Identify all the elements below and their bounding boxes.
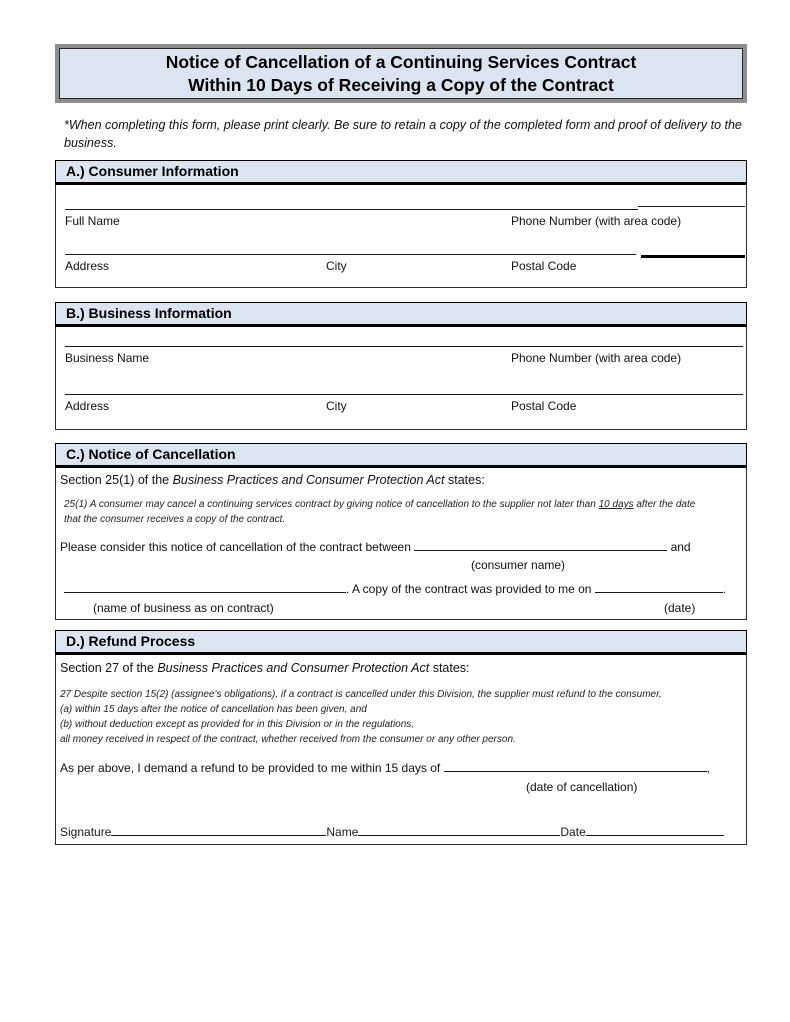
section-b-body	[55, 327, 747, 430]
demand-suffix: ,	[706, 761, 710, 775]
act-name-d: Business Practices and Consumer Protection Act	[157, 661, 430, 675]
section-25-intro-suffix: states:	[447, 473, 485, 487]
section-25-intro	[60, 473, 485, 487]
provided-sentence: . A copy of the contract was provided to me on	[346, 582, 592, 596]
section-a-body	[55, 185, 747, 288]
section-a-heading: A.) Consumer Information	[66, 163, 239, 179]
consumer-postal-code-label: Postal Code	[511, 259, 577, 273]
signature-input-line[interactable]	[111, 823, 326, 836]
date-caption: (date)	[664, 601, 696, 615]
excerpt-10-days: 10 days	[598, 499, 634, 510]
signature-label: Signature	[60, 825, 112, 839]
section-25-intro-prefix: Section 25(1) of the	[60, 473, 170, 487]
section-a-header	[55, 160, 747, 185]
contract-provided-line	[64, 580, 726, 596]
section-d-heading: D.) Refund Process	[66, 633, 196, 649]
business-name-input-line[interactable]	[64, 580, 346, 593]
signature-row	[60, 823, 724, 839]
section-27-intro-prefix: Section 27 of the	[60, 661, 154, 675]
date-label: Date	[560, 825, 586, 839]
section-c-heading: C.) Notice of Cancellation	[66, 446, 236, 462]
section-25-excerpt-line2: that the consumer receives a copy of the contract.	[64, 514, 286, 525]
consumer-address-line[interactable]	[65, 254, 636, 255]
section-27-excerpt	[60, 687, 744, 747]
section-c-header	[55, 443, 747, 468]
excerpt-line1-before: 25(1) A consumer may cancel a continuing services contract by giving notice of cancellation to the supplier not later than	[64, 499, 596, 510]
consumer-name-input-line[interactable]	[414, 538, 667, 551]
consumer-phone-line[interactable]	[638, 206, 745, 207]
excerpt-line1-after: after the date	[636, 499, 696, 510]
demand-prefix: As per above, I demand a refund to be provided to me within 15 days of	[60, 761, 441, 775]
section-d-body	[55, 655, 747, 845]
business-city-label: City	[326, 399, 347, 413]
request-suffix: and	[670, 540, 691, 554]
form-title-box	[59, 48, 743, 99]
section-d-header	[55, 630, 747, 655]
business-phone-label: Phone Number (with area code)	[511, 351, 682, 365]
name-label: Name	[326, 825, 359, 839]
business-name-label: Business Name	[65, 351, 150, 365]
consumer-phone-label: Phone Number (with area code)	[511, 214, 682, 228]
form-title-line1: Notice of Cancellation of a Continuing Services Contract	[165, 52, 637, 72]
business-address-line[interactable]	[65, 394, 743, 395]
section-25-excerpt-line1	[64, 497, 744, 512]
name-input-line[interactable]	[358, 823, 560, 836]
section-c-body	[55, 468, 747, 620]
business-postal-code-label: Postal Code	[511, 399, 577, 413]
section-27-excerpt-line3: (b) without deduction except as provided for in this Division or in the regulations,	[60, 719, 415, 730]
business-name-caption: (name of business as on contract)	[93, 601, 274, 615]
consumer-postal-code-line[interactable]	[641, 255, 745, 258]
consumer-name-caption: (consumer name)	[471, 558, 566, 572]
consumer-address-label: Address	[65, 259, 110, 273]
date-input-line[interactable]	[586, 823, 724, 836]
act-name-c: Business Practices and Consumer Protection Act	[172, 473, 445, 487]
consumer-city-label: City	[326, 259, 347, 273]
intro-note: *When completing this form, please print clearly. Be sure to retain a copy of the completed form and proof of delivery to the business.	[64, 118, 742, 150]
business-address-label: Address	[65, 399, 110, 413]
refund-demand-line	[60, 759, 710, 775]
section-27-excerpt-line2: (a) within 15 days after the notice of cancellation has been given, and	[60, 704, 367, 715]
provided-period: .	[722, 582, 727, 596]
section-b-heading: B.) Business Information	[66, 305, 232, 321]
section-27-intro	[60, 661, 470, 675]
full-name-label: Full Name	[65, 214, 120, 228]
request-prefix: Please consider this notice of cancellation of the contract between	[60, 540, 411, 554]
business-name-line[interactable]	[65, 346, 743, 347]
section-27-intro-suffix: states:	[432, 661, 470, 675]
cancellation-date-caption: (date of cancellation)	[526, 780, 638, 794]
provided-date-input-line[interactable]	[595, 580, 723, 593]
consumer-full-name-line[interactable]	[65, 209, 638, 210]
form-title-line2: Within 10 Days of Receiving a Copy of the Contract	[188, 75, 614, 95]
section-25-excerpt	[64, 497, 744, 527]
section-27-excerpt-line1: 27 Despite section 15(2) (assignee's obligations), if a contract is cancelled under this Division, the supplier must refund to the consumer,	[60, 689, 662, 700]
cancellation-request-line	[60, 538, 691, 554]
section-b-header	[55, 302, 747, 327]
cancellation-date-input-line[interactable]	[444, 759, 707, 772]
section-27-excerpt-line4: all money received in respect of the contract, whether received from the consumer or any other person.	[60, 734, 516, 745]
